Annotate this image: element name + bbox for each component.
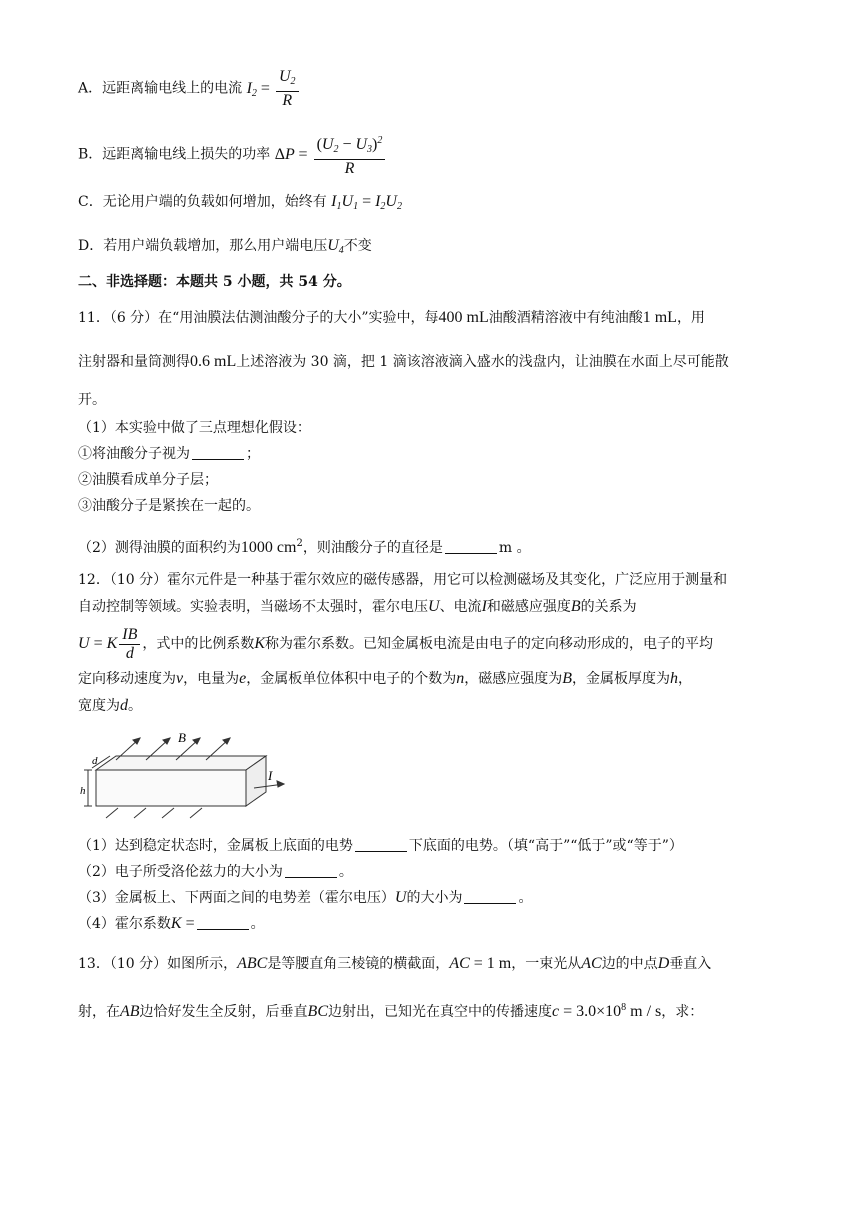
q12-line3: U = K $\frac{IB}{d}$ ，式中的比例系数K称为霍尔系数。已知金属板电流是由电子的定向移动形成的，电子的平均	[78, 626, 714, 662]
formula-b: ΔP = $\frac{(U_2 - U_3)^2}{R}$	[275, 146, 388, 163]
hall-element-diagram	[78, 728, 298, 828]
q12-line1: 12．（10 分）霍尔元件是一种基于霍尔效应的磁传感器，用它可以检测磁场及其变化，广泛应用于测量和	[78, 572, 728, 588]
assumption-text: ①将油酸分子视为	[78, 446, 190, 462]
q11-line1	[78, 308, 705, 328]
q11-line2	[78, 352, 729, 372]
q11-text: ，用	[676, 310, 705, 326]
answer-blank[interactable]	[464, 889, 516, 904]
formula-c: $I_1U_1 = I_2U_2$	[331, 193, 402, 212]
q12-sub1: （1）达到稳定状态时，金属板上底面的电势 下底面的电势。（填“高于”“低于”或“等于”）	[78, 838, 683, 854]
answer-blank[interactable]	[445, 539, 497, 554]
q12-sub4: （4）霍尔系数K = 。	[78, 915, 265, 932]
option-c	[78, 192, 402, 217]
q13-line1: 13．（10 分）如图所示，ABC是等腰直角三棱镜的横截面，AC = 1 m，一束光从AC边的中点D垂直入	[78, 955, 712, 972]
q11-volume: 400 mL	[438, 309, 489, 326]
q11-text: 上述溶液为 30 滴，把 1 滴该溶液滴入盛水的浅盘内，让油膜在水面上尽可能散	[236, 354, 729, 370]
q11-assumption3: ③油酸分子是紧挨在一起的。	[78, 498, 260, 514]
q11-area: 1000 cm	[240, 539, 297, 556]
q11-line3: 开。	[78, 392, 106, 408]
answer-blank[interactable]	[192, 445, 244, 460]
option-d-tail: 不变	[343, 238, 372, 254]
q12-line2: 自动控制等领域。实验表明，当磁场不太强时，霍尔电压U、电流I和磁感应强度B的关系为	[78, 598, 637, 615]
formula-a: $I_2$ = $\frac{U_2}{R}$	[247, 80, 301, 97]
q11-assumption1: ①将油酸分子视为 ；	[78, 446, 260, 462]
q11-part2: （2）测得油膜的面积约为1000 $cm^2$，则油酸分子的直径是 m 。	[78, 538, 531, 556]
svg-text:h: h	[80, 785, 86, 797]
option-a-text: A．远距离输电线上的电流	[78, 80, 243, 97]
svg-text:B: B	[178, 730, 186, 745]
q12-line5: 宽度为d。	[78, 697, 142, 714]
option-c-text: C．无论用户端的负载如何增加，始终有	[78, 194, 327, 210]
svg-text:d: d	[92, 755, 98, 767]
q12-sub3: （3）金属板上、下两面之间的电势差（霍尔电压）U的大小为 。	[78, 889, 533, 906]
option-d-text: D．若用户端负载增加，那么用户端电压	[78, 238, 328, 254]
q13-line2: 射，在AB边恰好发生全反射，后垂直BC边射出，已知光在真空中的传播速度$c = 3.0\times 10^8$ m / s，求：	[78, 1002, 704, 1020]
q11-assumption2: ②油膜看成单分子层；	[78, 472, 218, 488]
q11-oil: 1 mL	[642, 309, 677, 326]
answer-blank[interactable]	[285, 863, 337, 878]
q11-measure: 0.6 mL	[190, 353, 237, 370]
q11-text: 11．（6 分）在“用油膜法估测油酸分子的大小”实验中，每	[78, 310, 439, 326]
option-b	[78, 132, 387, 178]
option-b-text: B．远距离输电线上损失的功率	[78, 146, 271, 163]
q12-line4: 定向移动速度为v，电量为e，金属板单位体积中电子的个数为n，磁感应强度为B，金属板厚度为h，	[78, 670, 692, 687]
answer-blank[interactable]	[197, 915, 249, 930]
q12-sub2: （2）电子所受洛伦兹力的大小为 。	[78, 864, 353, 880]
option-d	[78, 236, 372, 261]
answer-blank[interactable]	[355, 837, 407, 852]
option-a	[78, 68, 301, 110]
formula-d: $U_4$	[327, 237, 344, 256]
hall-formula: U = K $\frac{IB}{d}$	[78, 635, 142, 652]
q11-text: 油酸酒精溶液中有纯油酸	[488, 310, 643, 326]
svg-text:I: I	[268, 768, 273, 783]
q11-text: 注射器和量筒测得	[78, 354, 190, 370]
q11-part1: （1）本实验中做了三点理想化假设：	[78, 420, 311, 436]
section-heading: 二、非选择题：本题共 5 小题，共 54 分。	[78, 274, 351, 290]
